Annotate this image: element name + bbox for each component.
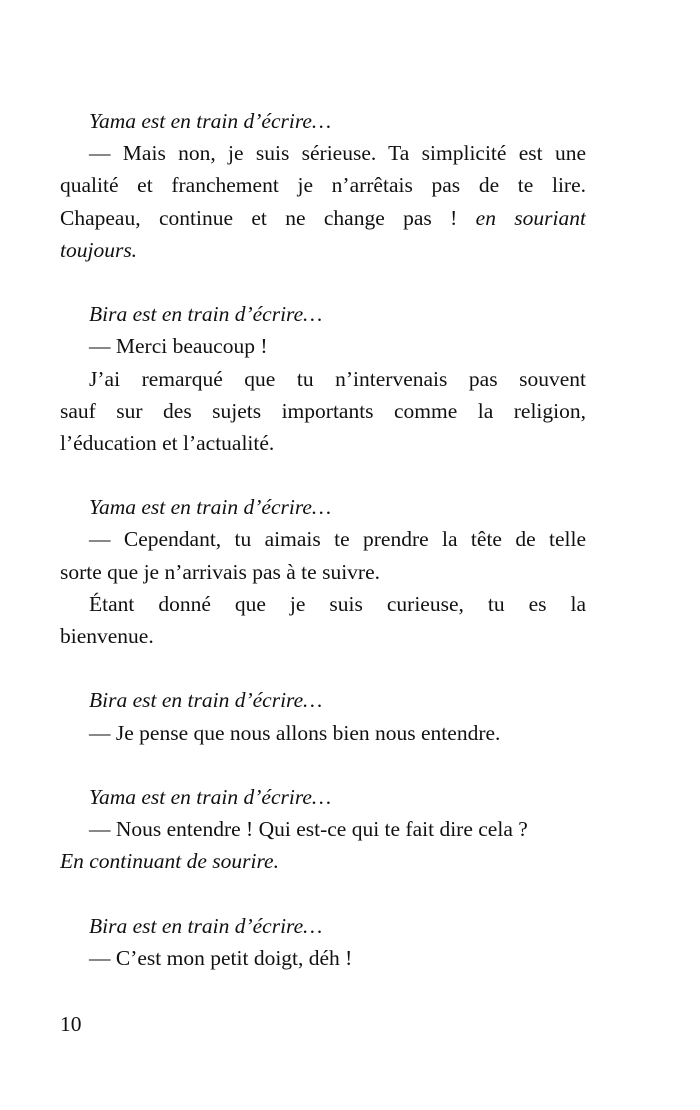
- paragraph-gap: [60, 878, 586, 910]
- line-text: qualité et franchement je n’arrêtais pas de te lire.: [60, 173, 586, 198]
- typing-status: Yama est en train d’écrire…: [89, 109, 332, 133]
- line-text: J’ai remarqué que tu n’intervenais pas souvent: [89, 366, 586, 391]
- line-text: — Merci beaucoup !: [89, 334, 268, 359]
- text-line: [60, 813, 586, 845]
- typing-status: Bira est en train d’écrire…: [89, 302, 323, 327]
- page-body: [60, 105, 586, 974]
- text-line: [60, 717, 586, 749]
- text-line: [60, 588, 586, 620]
- typing-status: Bira est en train d’écrire…: [89, 913, 323, 938]
- line-text: sorte que je n’arrivais pas à te suivre.: [60, 559, 380, 584]
- text-line: [60, 169, 586, 201]
- text-line: [60, 330, 586, 362]
- text-line: [60, 845, 586, 877]
- text-line: [60, 427, 586, 459]
- paragraph-gap: [60, 749, 586, 781]
- italic-stage-direction: En continuant de sourire.: [60, 849, 279, 874]
- paragraph-gap: [60, 459, 586, 491]
- line-text: Chapeau, continue et ne change pas !: [60, 205, 458, 230]
- typing-status: Yama est en train d’écrire…: [89, 495, 332, 520]
- text-line: [60, 234, 586, 266]
- line-text: Étant donné que je suis curieuse, tu es la: [89, 591, 586, 616]
- line-text: sauf sur des sujets importants comme la religion,: [60, 398, 586, 423]
- page-number: 10: [60, 1012, 82, 1036]
- line-text: — Mais non, je suis sérieuse. Ta simplicité est une: [89, 141, 586, 166]
- text-line: [60, 523, 586, 555]
- paragraph-gap: [60, 652, 586, 684]
- text-line: [60, 395, 586, 427]
- text-line: [60, 137, 586, 169]
- line-text: — Nous entendre ! Qui est-ce qui te fait dire cela ?: [89, 817, 528, 842]
- typing-status: Bira est en train d’écrire…: [89, 688, 323, 713]
- text-line: [60, 942, 586, 974]
- paragraph-gap: [60, 266, 586, 298]
- italic-stage-direction: toujours.: [60, 237, 138, 262]
- line-text: — Cependant, tu aimais te prendre la tête de telle: [89, 527, 586, 552]
- line-text: bienvenue.: [60, 624, 154, 648]
- italic-stage-direction: en souriant: [475, 205, 586, 230]
- text-line: [60, 556, 586, 588]
- text-line: [60, 202, 586, 234]
- line-text: — Je pense que nous allons bien nous entendre.: [89, 720, 501, 745]
- line-text: — C’est mon petit doigt, déh !: [89, 945, 353, 970]
- text-line: [60, 363, 586, 395]
- text-line: [60, 620, 586, 652]
- line-text: l’éducation et l’actualité.: [60, 430, 275, 455]
- typing-status: Yama est en train d’écrire…: [89, 784, 332, 809]
